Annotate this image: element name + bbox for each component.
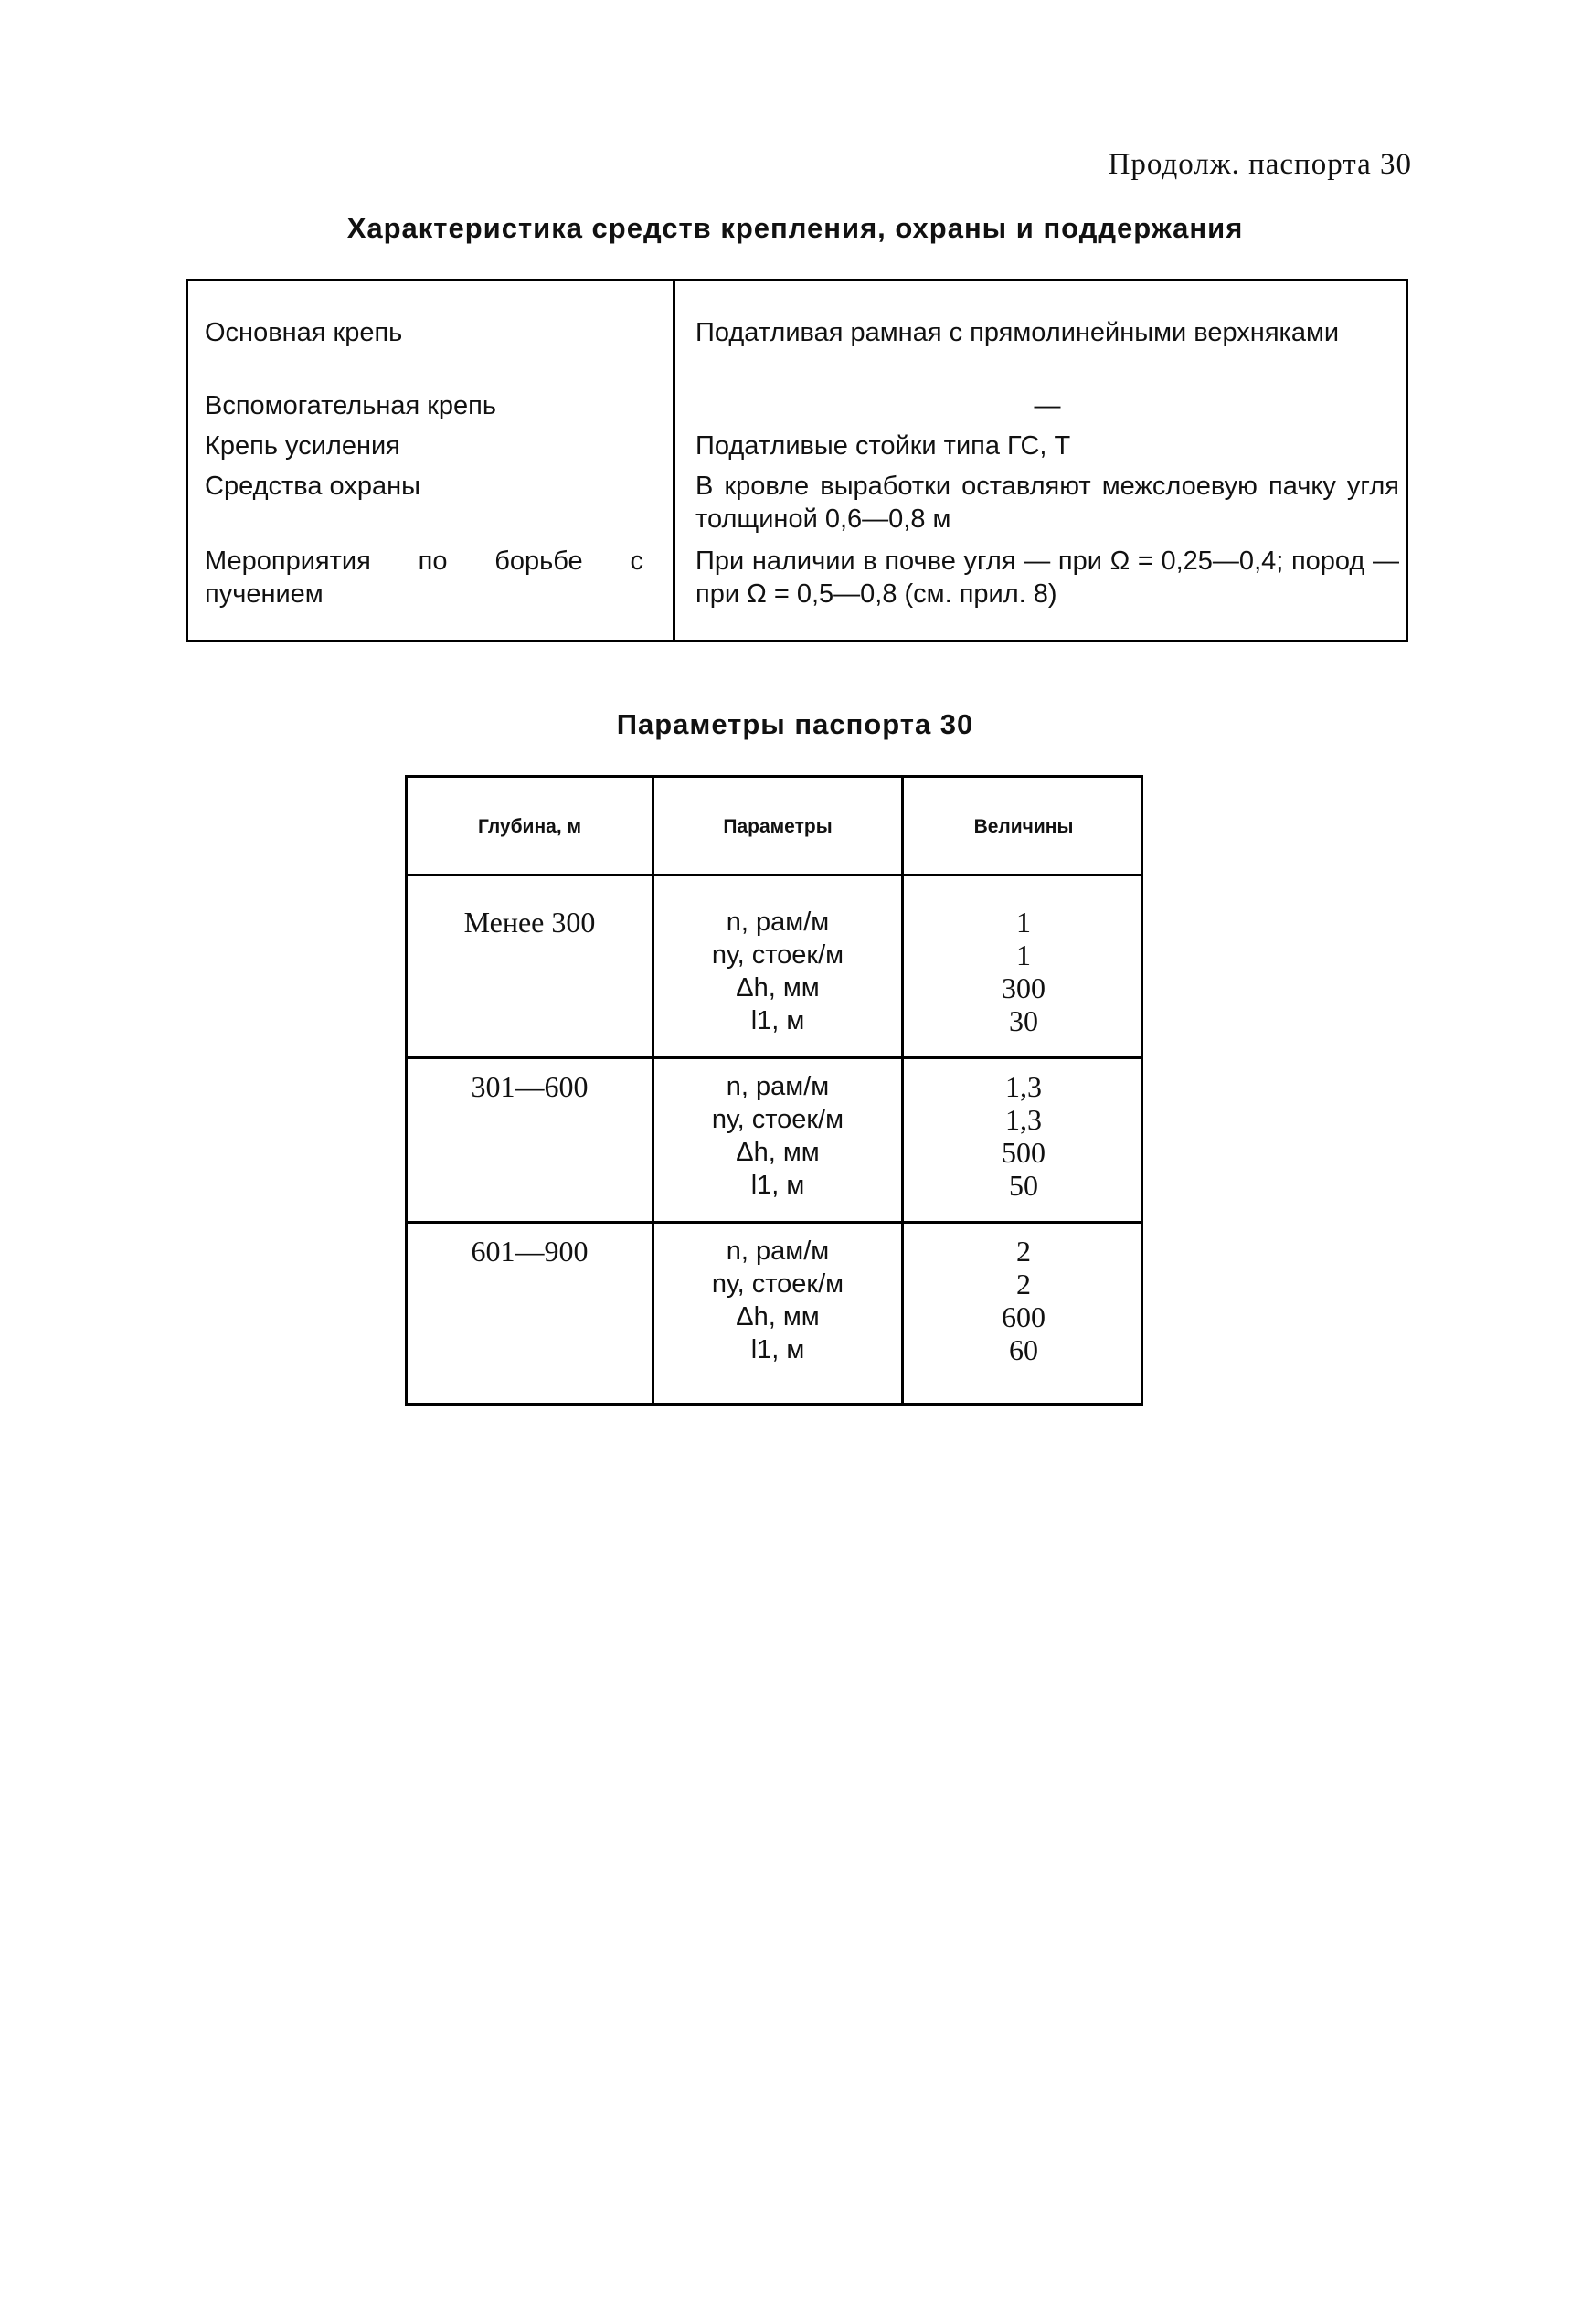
row-label: Вспомогательная крепь	[205, 391, 496, 420]
parameters-table	[405, 775, 1143, 1406]
column-header-values: Величины	[973, 816, 1074, 837]
param-label: l1, м	[750, 1006, 805, 1035]
params-cell	[654, 1235, 901, 1366]
characteristics-title: Характеристика средств крепления, охраны и поддержания	[346, 212, 1244, 244]
row-value: Податливые стойки типа ГС, Т	[695, 431, 1071, 461]
param-value: 1,3	[1005, 1103, 1042, 1136]
param-label: nу, стоек/м	[711, 1105, 844, 1134]
param-value: 1	[1016, 906, 1031, 939]
row-value: Податливая рамная с прямолинейными верхняками	[695, 318, 1340, 347]
column-header-depth: Глубина, м	[477, 816, 582, 837]
parameters-title: Параметры паспорта 30	[616, 708, 974, 740]
param-value: 2	[1016, 1235, 1031, 1268]
param-label: Δh, мм	[736, 973, 820, 1003]
param-label: l1, м	[750, 1171, 805, 1200]
param-value: 600	[1002, 1300, 1046, 1333]
param-value: 500	[1002, 1136, 1046, 1169]
row-label: Основная крепь	[205, 318, 403, 347]
column-divider	[673, 281, 675, 640]
param-label: Δh, мм	[736, 1138, 820, 1167]
param-label: n, рам/м	[726, 907, 830, 937]
values-cell	[904, 1070, 1143, 1202]
row-label: Средства охраны	[205, 472, 420, 501]
continuation-header: Продолж. паспорта 30	[1108, 148, 1412, 181]
params-cell	[654, 906, 901, 1037]
depth-cell: 301—600	[471, 1070, 589, 1103]
param-label: Δh, мм	[736, 1302, 820, 1332]
param-label: n, рам/м	[726, 1072, 830, 1101]
column-header-parameters: Параметры	[723, 816, 833, 837]
param-value: 1,3	[1005, 1070, 1042, 1103]
param-label: nу, стоек/м	[711, 1269, 844, 1299]
row-value: В кровле выработки оставляют межслоевую пачку угля толщиной 0,6—0,8 м	[695, 472, 1399, 534]
row-label: Мероприятия по борьбе с пучением	[205, 547, 643, 609]
values-cell	[904, 1235, 1143, 1366]
row-divider	[408, 1056, 1141, 1059]
row-divider	[408, 1221, 1141, 1224]
param-value: 300	[1002, 971, 1046, 1004]
row-label: Крепь усиления	[205, 431, 400, 461]
row-value: —	[1034, 391, 1061, 420]
param-label: l1, м	[750, 1335, 805, 1364]
param-value: 1	[1016, 939, 1031, 971]
row-value: При наличии в почве угля — при Ω = 0,25—0,4; пород — при Ω = 0,5—0,8 (см. прил. 8)	[695, 547, 1399, 609]
depth-cell: 601—900	[471, 1235, 589, 1268]
param-label: nу, стоек/м	[711, 940, 844, 970]
param-label: n, рам/м	[726, 1236, 830, 1266]
characteristics-table	[186, 279, 1408, 642]
param-value: 60	[1009, 1333, 1038, 1366]
param-value: 2	[1016, 1268, 1031, 1300]
param-value: 30	[1009, 1004, 1038, 1037]
params-cell	[654, 1070, 901, 1202]
values-cell	[904, 906, 1143, 1037]
param-value: 50	[1009, 1169, 1038, 1202]
depth-cell: Менее 300	[463, 906, 596, 939]
